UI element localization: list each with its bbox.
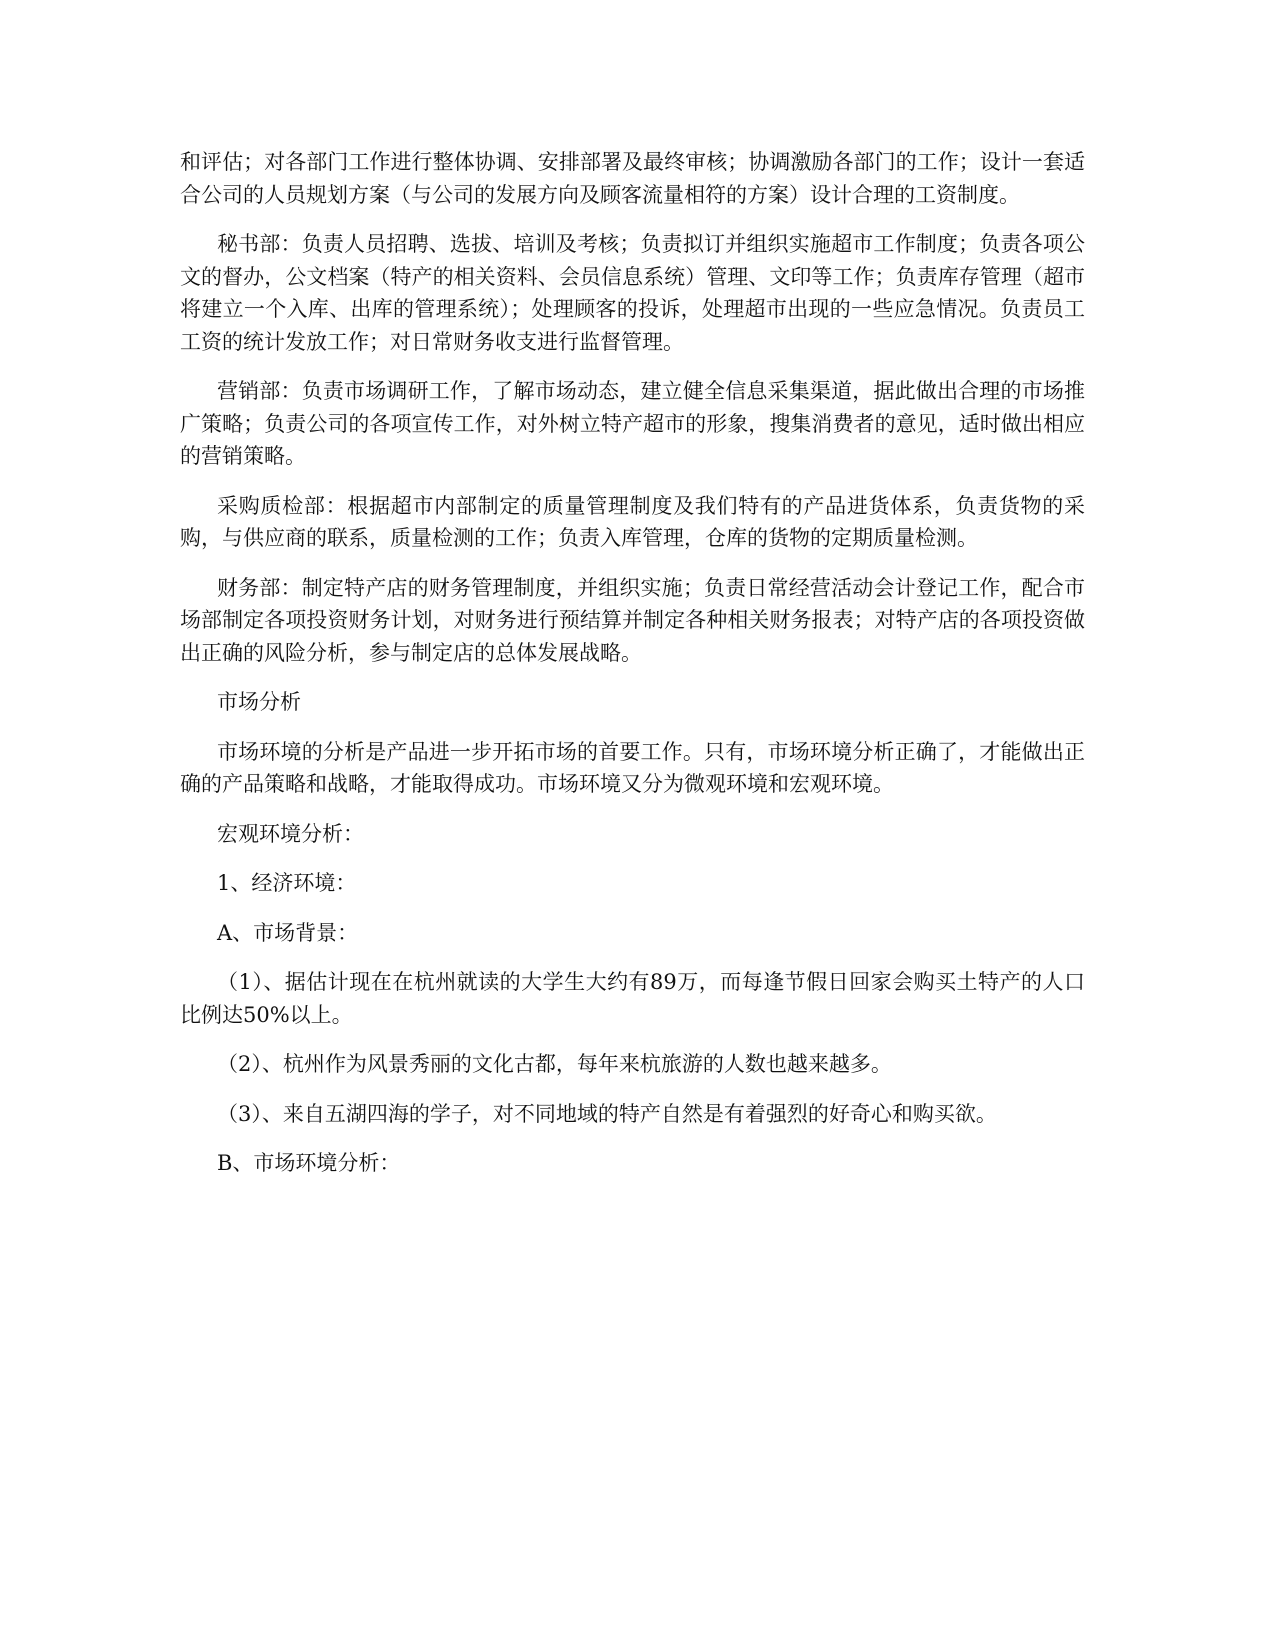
paragraph-finance-dept: 财务部：制定特产店的财务管理制度，并组织实施；负责日常经营活动会计登记工作，配合市场部制定各项投资财务计划，对财务进行预结算并制定各种相关财务报表；对特产店的各项投资做出正确的风险分析，参与制定店的总体发展战略。 [180, 575, 1085, 665]
document-page [180, 146, 1085, 1197]
list-item-3: （3）、来自五湖四海的学子，对不同地域的特产自然是有着强烈的好奇心和购买欲。 [217, 1101, 997, 1126]
paragraph-marketing-dept: 营销部：负责市场调研工作，了解市场动态，建立健全信息采集渠道，据此做出合理的市场推广策略；负责公司的各项宣传工作，对外树立特产超市的形象，搜集消费者的意见，适时做出相应的营销策略。 [180, 379, 1085, 468]
subheading-market-environment-analysis: B、市场环境分析： [217, 1151, 401, 1175]
list-item-2: （2）、杭州作为风景秀丽的文化古都，每年来杭旅游的人数也越来越多。 [217, 1052, 892, 1076]
paragraph-market-environment: 市场环境的分析是产品进一步开拓市场的首要工作。只有，市场环境分析正确了，才能做出正确的产品策略和战略，才能取得成功。市场环境又分为微观环境和宏观环境。 [180, 739, 1085, 796]
subheading-market-background: A、市场背景： [217, 920, 359, 945]
paragraph-purchasing-dept: 采购质检部：根据超市内部制定的质量管理制度及我们特有的产品进货体系，负责货物的采购，与供应商的联系，质量检测的工作；负责入库管理，仓库的货物的定期质量检测。 [180, 493, 1085, 550]
paragraph-secretary-dept: 秘书部：负责人员招聘、选拔、培训及考核；负责拟订并组织实施超市工作制度；负责各项公文的督办，公文档案（特产的相关资料、会员信息系统）管理、文印等工作；负责库存管理（超市将建立一个入库、出库的管理系统）；处理顾客的投诉，处理超市出现的一些应急情况。负责员工工资的统计发放工作；对日常财务收支进行监督管理。 [180, 232, 1085, 354]
subheading-economic-environment: 1、经济环境： [217, 871, 357, 895]
section-heading-market-analysis: 市场分析 [217, 690, 301, 714]
subheading-macro-environment: 宏观环境分析： [217, 821, 364, 846]
list-item-1: （1）、据估计现在在杭州就读的大学生大约有89万，而每逢节假日回家会购买土特产的人口比例达50%以上。 [180, 970, 1085, 1027]
paragraph-continuation: 和评估；对各部门工作进行整体协调、安排部署及最终审核；协调激励各部门的工作；设计一套适合公司的人员规划方案（与公司的发展方向及顾客流量相符的方案）设计合理的工资制度。 [180, 150, 1085, 207]
